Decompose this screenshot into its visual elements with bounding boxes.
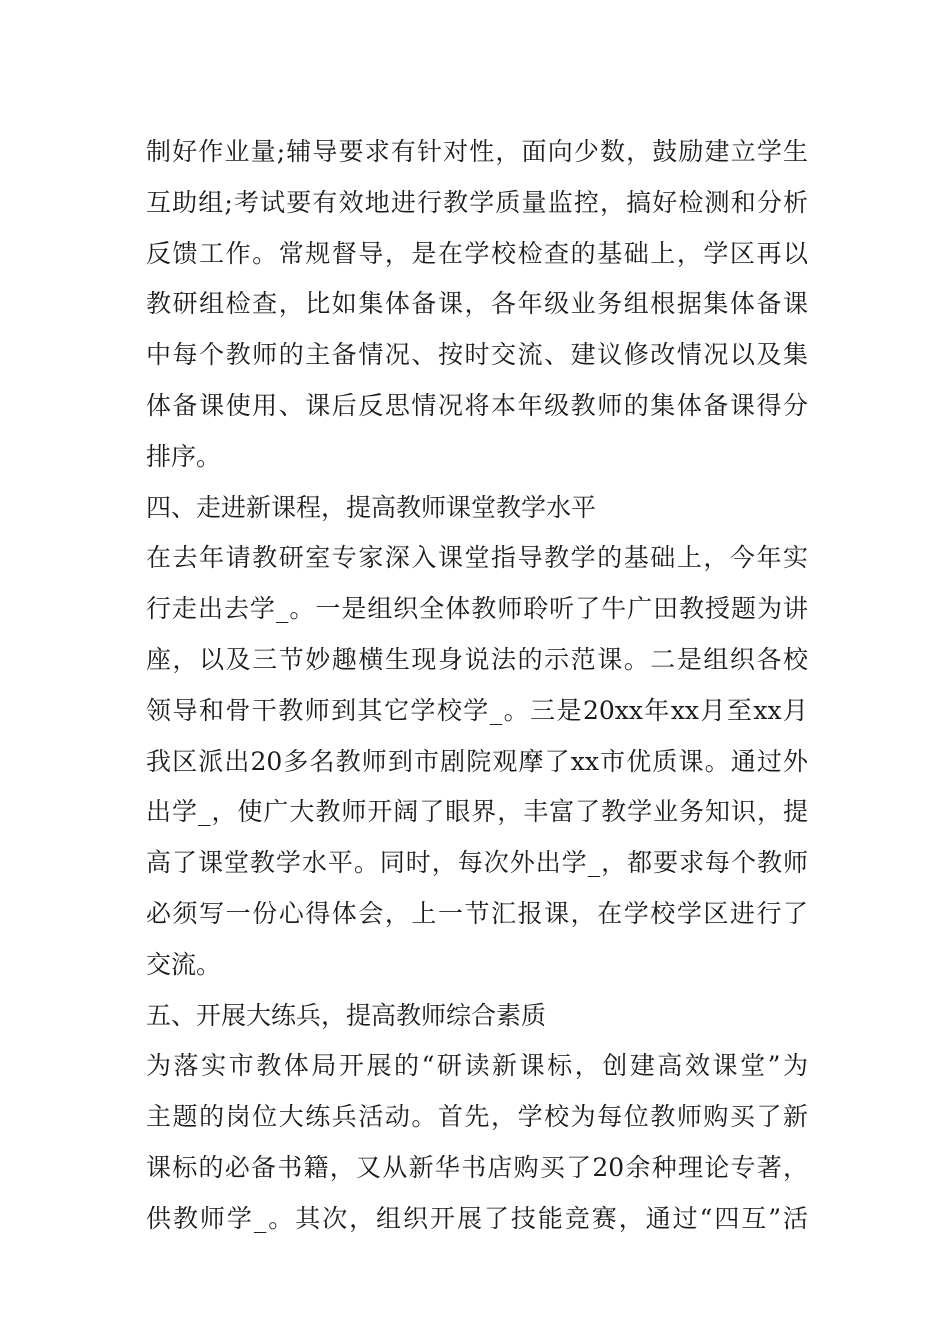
text-line: 主题的岗位大练兵活动。首先，学校为每位教师购买了新 bbox=[146, 1102, 808, 1132]
text-line: 交流。 bbox=[146, 949, 222, 979]
text-line: 我区派出20多名教师到市剧院观摩了xx市优质课。通过外 bbox=[146, 746, 808, 776]
text-line: 课标的必备书籍，又从新华书店购买了20余种理论专著， bbox=[146, 1152, 808, 1182]
text-line: 供教师学_。其次，组织开展了技能竞赛，通过“四互”活 bbox=[146, 1203, 808, 1233]
text-line: 互助组;考试要有效地进行教学质量监控，搞好检测和分析 bbox=[146, 187, 808, 217]
text-line: 为落实市教体局开展的“研读新课标，创建高效课堂”为 bbox=[146, 1051, 808, 1081]
text-line: 领导和骨干教师到其它学校学_。三是20xx年xx月至xx月 bbox=[146, 695, 808, 725]
text-line: 座，以及三节妙趣横生现身说法的示范课。二是组织各校 bbox=[146, 644, 808, 674]
text-line: 教研组检查，比如集体备课，各年级业务组根据集体备课 bbox=[146, 289, 808, 319]
section-heading: 五、开展大练兵，提高教师综合素质 bbox=[146, 1000, 547, 1030]
section-heading: 四、走进新课程，提高教师课堂教学水平 bbox=[146, 492, 597, 522]
text-line: 出学_，使广大教师开阔了眼界，丰富了教学业务知识，提 bbox=[146, 797, 808, 827]
text-line: 中每个教师的主备情况、按时交流、建议修改情况以及集 bbox=[146, 340, 808, 370]
text-line: 体备课使用、课后反思情况将本年级教师的集体备课得分 bbox=[146, 390, 808, 420]
body-text bbox=[146, 127, 808, 1245]
text-line: 高了课堂教学水平。同时，每次外出学_，都要求每个教师 bbox=[146, 848, 808, 878]
text-line: 在去年请教研室专家深入课堂指导教学的基础上，今年实 bbox=[146, 543, 808, 573]
text-line: 必须写一份心得体会，上一节汇报课，在学校学区进行了 bbox=[146, 898, 808, 928]
text-line: 制好作业量;辅导要求有针对性，面向少数，鼓励建立学生 bbox=[146, 137, 808, 166]
text-line: 反馈工作。常规督导，是在学校检查的基础上，学区再以 bbox=[146, 238, 808, 268]
text-line: 行走出去学_。一是组织全体教师聆听了牛广田教授题为讲 bbox=[146, 594, 808, 624]
text-line: 排序。 bbox=[146, 441, 222, 471]
